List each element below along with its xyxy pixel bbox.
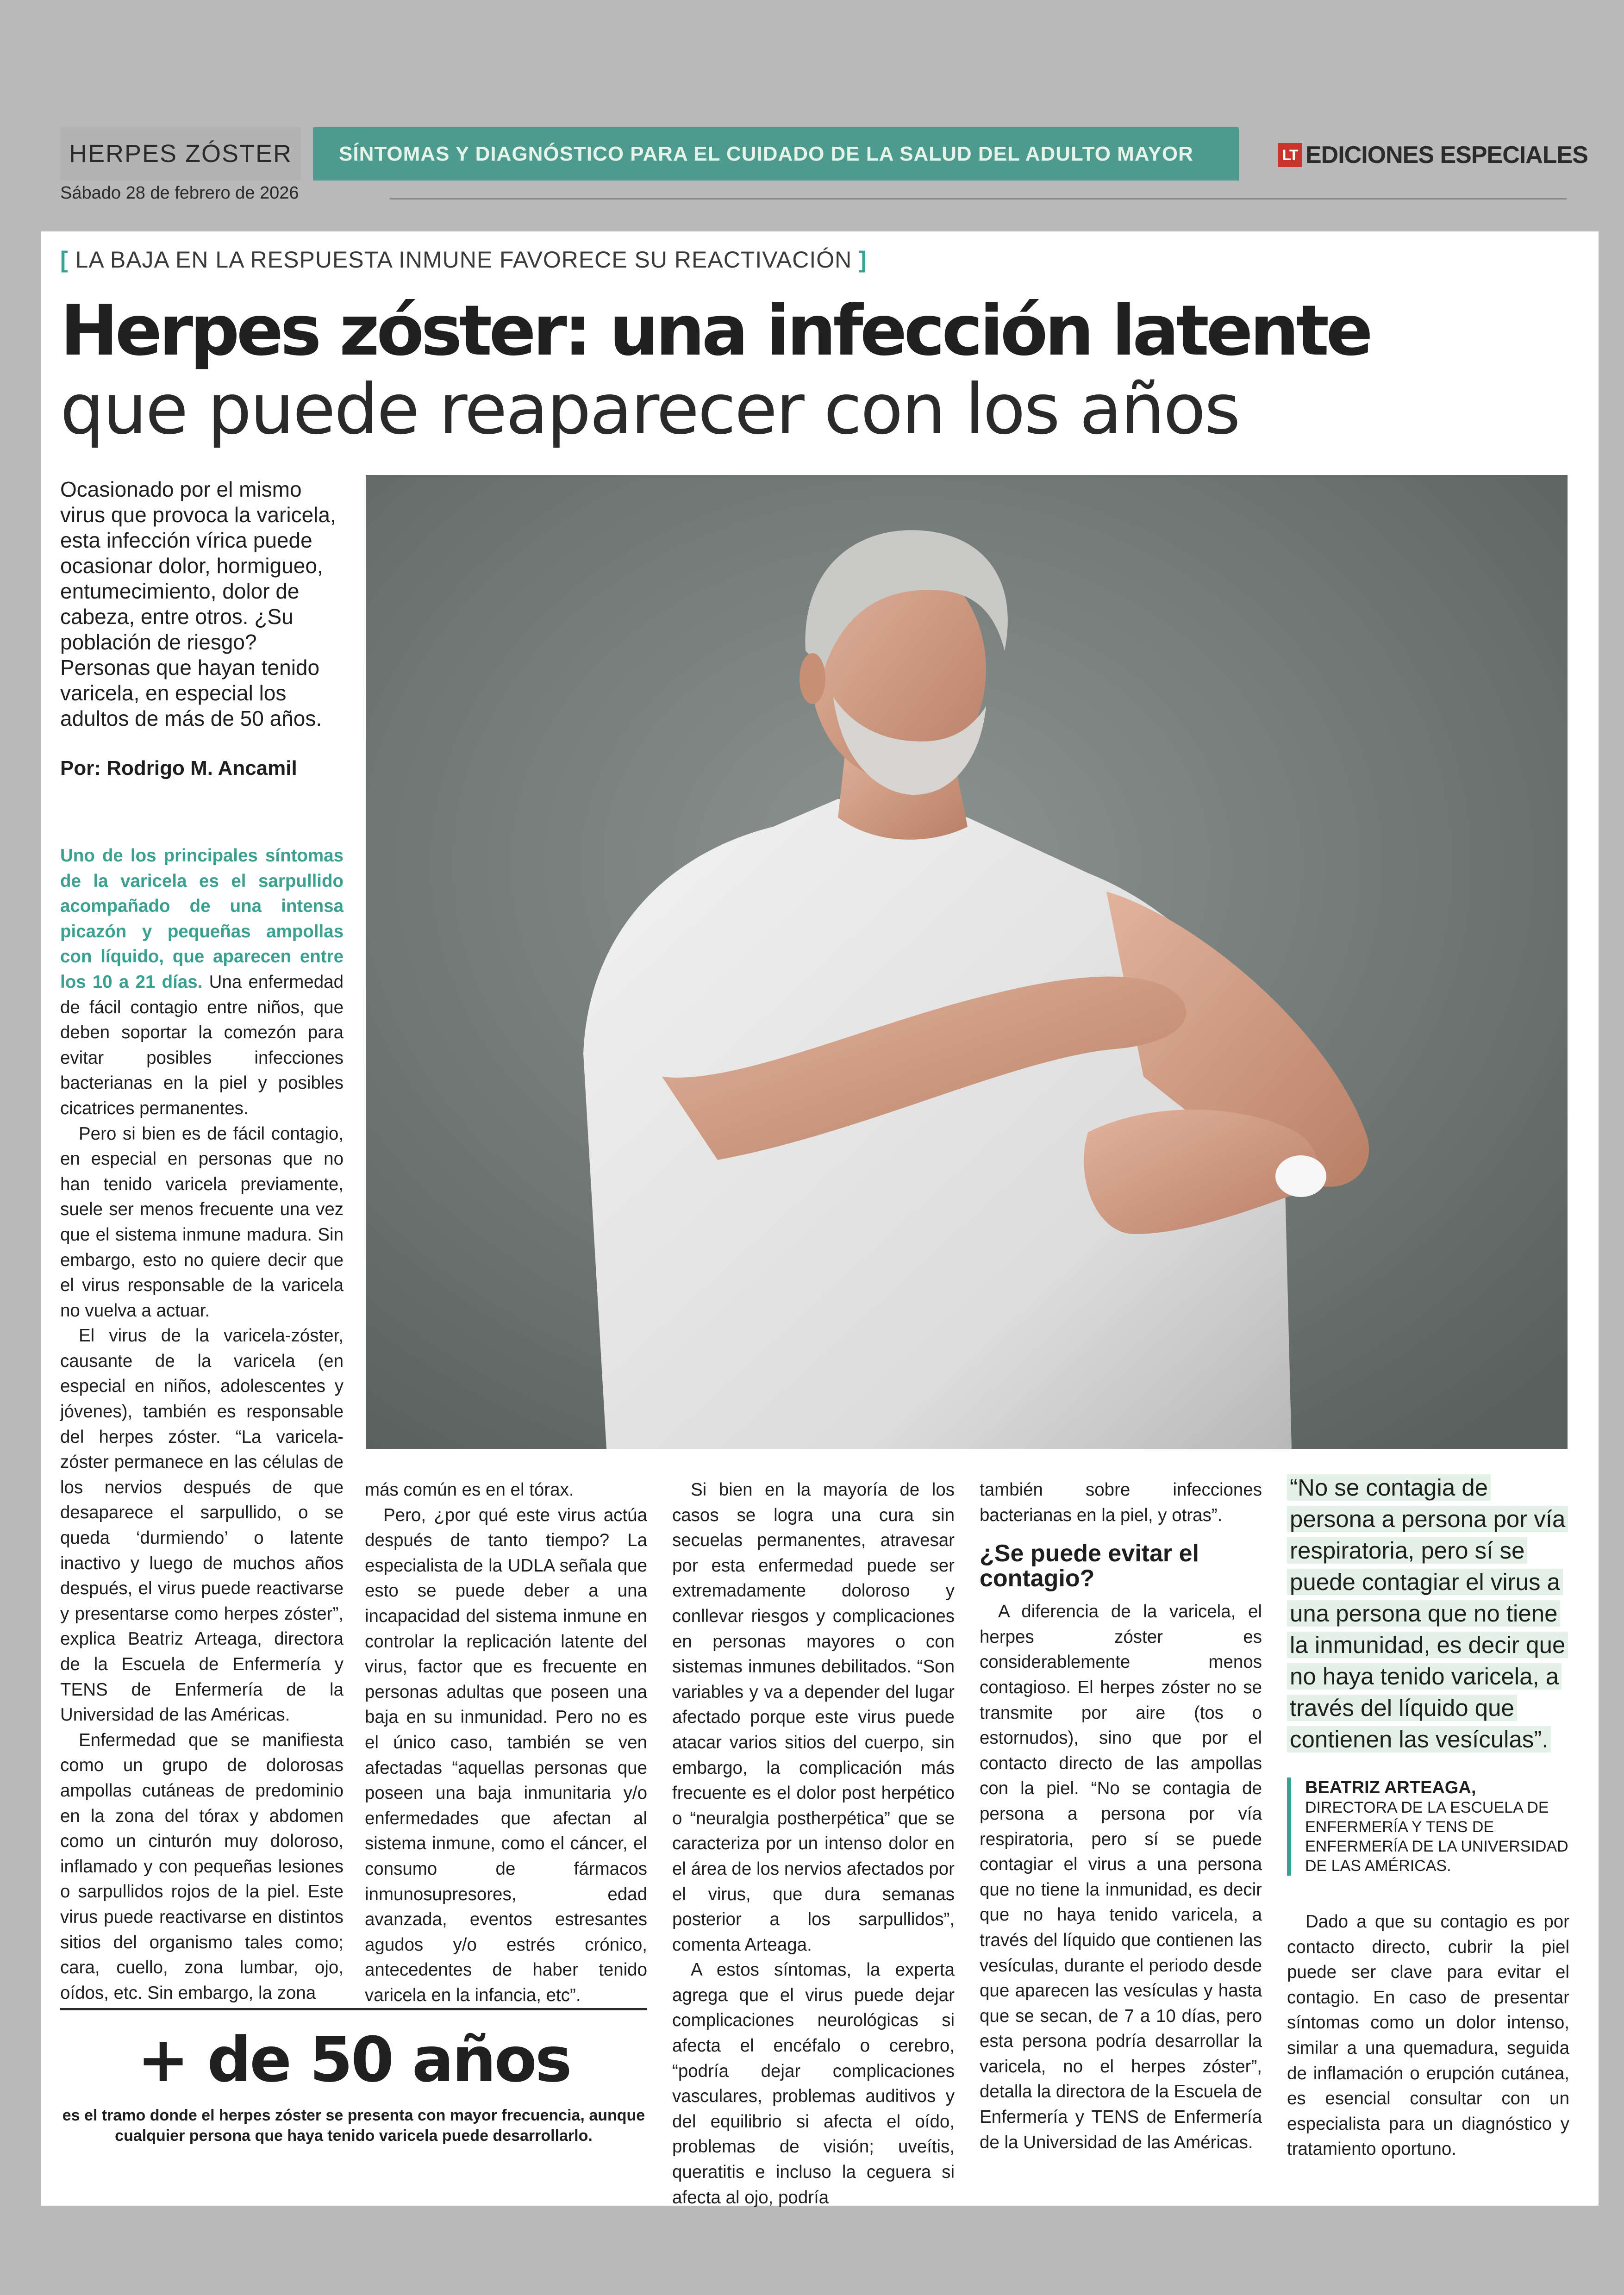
brand-logo-icon: LT — [1278, 143, 1302, 167]
stat-caption: es el tramo donde el herpes zóster se presenta con mayor frecuencia, aunque cualquier persona que haya tenido varicela puede desarrollarlo. — [62, 2107, 645, 2145]
lead-highlight: Uno de los principales síntomas de la varicela es el sarpullido acompañado de una intensa picazón y pequeñas ampollas con líquido, que aparecen entre los 10 a 21 días. — [60, 846, 344, 992]
column-2 — [365, 1478, 647, 2008]
article-page — [41, 231, 1599, 2206]
paragraph: más común es en el tórax. — [365, 1480, 574, 1500]
kicker-bracket-open: [ — [60, 247, 69, 273]
paragraph: Dado a que su contagio es por contacto directo, cubrir la piel puede ser clave para evitar el contagio. En caso de presentar síntomas como un dolor intenso, similar a una quemadura, seguida de inflamación o erupción cutánea, es esencial consultar con un especialista para un diagnóstico y tratamiento oportuno. — [1287, 1912, 1569, 2159]
column-3 — [672, 1478, 955, 2210]
quote-author: BEATRIZ ARTEAGA, — [1305, 1778, 1476, 1797]
kicker-text: LA BAJA EN LA RESPUESTA INMUNE FAVORECE SU REACTIVACIÓN — [75, 247, 852, 273]
paragraph: Enfermedad que se manifiesta como un grupo de dolorosas ampollas cutáneas de predominio en la zona del tórax y abdomen como un cinturón muy doloroso, inflamado y con pequeñas lesiones o sarpullidos rojos de la piel. Este virus puede reactivarse en distintos sitios del organismo tales como; cara, cuello, zona lumbar, ojo, oídos, etc. Sin embargo, la zona — [60, 1730, 344, 2003]
paragraph: A estos síntomas, la experta agrega que el virus puede dejar complicaciones neurológicas si afecta el encéfalo o cerebro, “podría dejar complicaciones vasculares, problemas auditivos y del equilibrio si afecta el oído, problemas de visión; uveítis, queratitis e incluso la ceguera si afecta al ojo, podría — [672, 1960, 955, 2208]
paragraph: Pero, ¿por qué este virus actúa después de tanto tiempo? La especialista de la UDLA señala que esto se puede deber a una incapacidad del sistema inmune en controlar la replicación latente del virus, factor que es frecuente en personas adultas que poseen una baja en su inmunidad. Pero no es el único caso, también se ven afectadas “aquellas personas que poseen una baja inmunitaria y/o enfermedades que afectan al sistema inmune, como el cáncer, el consumo de fármacos inmunosupresores, edad avanzada, eventos estresantes agudos y/o estrés crónico, antecedentes de haber tenido varicela en la infancia, etc”. — [365, 1505, 647, 2005]
brand — [1278, 139, 1588, 171]
kicker — [60, 246, 867, 273]
headline: Herpes zóster: una infección latente — [60, 291, 1370, 371]
lede: Ocasionado por el mismo virus que provoca la varicela, esta infección vírica puede ocasionar dolor, hormigueo, entumecimiento, dolor de cabeza, entre otros. ¿Su población de riesgo? Personas que hayan tenido varicela, en especial los adultos de más de 50 años. — [60, 477, 336, 730]
pull-quote — [1287, 1472, 1569, 1755]
paragraph: Pero si bien es de fácil contagio, en especial en personas que no han tenido varicela previamente, suele ser menos frecuente una vez que el sistema inmune madura. Sin embargo, esto no quiere decir que el virus responsable de la varicela no vuelva a actuar. — [60, 1123, 344, 1321]
stat-divider — [60, 2008, 647, 2010]
article-photo — [366, 475, 1568, 1449]
pull-quote-text: “No se contagia de persona a persona por vía respiratoria, pero sí se puede contagiar el virus a una persona que no tiene la inmunidad, es decir que no haya tenido varicela, a través del líquido que contienen las vesículas”. — [1287, 1474, 1568, 1752]
header-divider — [390, 198, 1567, 200]
paragraph: A diferencia de la varicela, el herpes zóster es considerablemente menos contagioso. El herpes zóster no se transmite por aire (tos o estornudos), sino que por el contacto directo de las ampollas con la piel. “No se contagia de persona a persona por vía respiratoria, pero sí se puede contagiar el virus a una persona que no tiene la inmunidad, es decir que no haya tenido varicela, a través del líquido que contienen las vesículas, durante el periodo desde que aparecen las vesículas y hasta que se secan, de 7 a 10 días, pero esta persona podría desarrollar la varicela, no el herpes zóster”, detalla la directora de la Escuela de Enfermería y TENS de Enfermería de la Universidad de las Américas. — [980, 1602, 1262, 2152]
kicker-bracket-close: ] — [859, 247, 867, 273]
column-5 — [1287, 1909, 1569, 2162]
subheadline: que puede reaparecer con los años — [60, 369, 1239, 450]
section-subheading: ¿Se puede evitar el contagio? — [980, 1540, 1199, 1592]
paragraph: también sobre infecciones bacterianas en la piel, y otras”. — [980, 1480, 1262, 1525]
brand-name: EDICIONES ESPECIALES — [1305, 142, 1588, 168]
section-tagline: SÍNTOMAS Y DIAGNÓSTICO PARA EL CUIDADO DE LA SALUD DEL ADULTO MAYOR — [313, 127, 1239, 181]
column-1 — [60, 843, 344, 2006]
section-tag: HERPES ZÓSTER — [60, 127, 301, 181]
paragraph-text: Una enfermedad de fácil contagio entre niños, que deben soportar la comezón para evitar posibles infecciones bacterianas en la piel y posibles cicatrices permanentes. — [60, 972, 344, 1118]
quote-author-role: DIRECTORA DE LA ESCUELA DE ENFERMERÍA Y TENS DE ENFERMERÍA DE LA UNIVERSIDAD DE LAS AMÉRICAS. — [1305, 1799, 1568, 1875]
byline: Por: Rodrigo M. Ancamil — [60, 757, 297, 780]
quote-attribution — [1287, 1777, 1569, 1876]
paragraph — [60, 843, 344, 1122]
publication-date: Sábado 28 de febrero de 2026 — [60, 183, 299, 203]
paragraph: El virus de la varicela-zóster, causante de la varicela (en especial en niños, adolescentes y jóvenes), también es responsable del herpes zóster. “La varicela-zóster permanece en las células de los nervios después de que desaparece el sarpullido, o se queda ‘durmiendo’ o latente inactivo y luego de muchos años después, el virus puede reactivarse y presentarse como herpes zóster”, explica Beatriz Arteaga, directora de la Escuela de Enfermería y TENS de Enfermería de la Universidad de las Américas. — [60, 1326, 344, 1725]
stat-value: + de 50 años — [137, 2024, 570, 2096]
column-4 — [980, 1478, 1262, 2155]
paragraph: Si bien en la mayoría de los casos se logra una cura sin secuelas permanentes, atravesar por esta enfermedad puede ser extremadamente doloroso y conllevar riesgos y complicaciones en personas mayores o con sistemas inmunes debilitados. “Son variables y va a depender del lugar afectado porque este virus puede atacar varios sitios del cuerpo, sin embargo, la complicación más frecuente es el dolor post herpético o “neuralgia postherpética” que se caracteriza por un intenso dolor en el área de los nervios afectados por el virus, que dura semanas posterior a los sarpullidos”, comenta Arteaga. — [672, 1480, 955, 1955]
